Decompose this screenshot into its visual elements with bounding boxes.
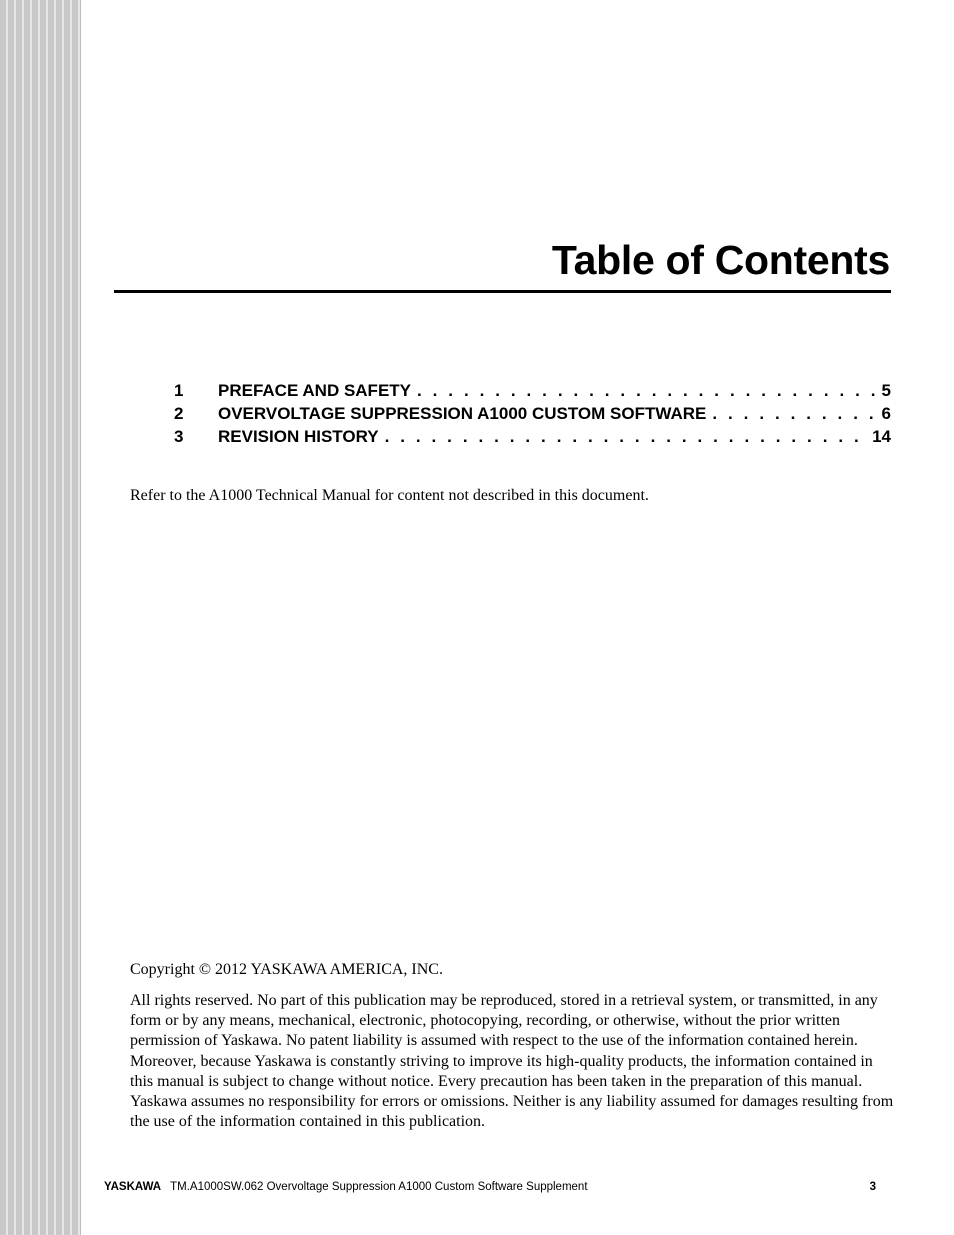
toc-dot-leader (385, 425, 869, 448)
footer-page-number: 3 (869, 1181, 876, 1193)
toc-dot-leader (417, 379, 879, 402)
page-margin-bar (0, 0, 81, 1235)
toc-entry-revision-history[interactable] (174, 425, 891, 448)
toc-list (174, 379, 891, 448)
copyright-notice: Copyright © 2012 YASKAWA AMERICA, INC. (130, 961, 443, 978)
toc-entry-title: REVISION HISTORY (218, 427, 379, 446)
footer-left (104, 1181, 588, 1193)
page-footer (104, 1181, 876, 1193)
toc-entry-page: 6 (881, 404, 891, 423)
toc-entry-title: PREFACE AND SAFETY (218, 381, 412, 400)
toc-entry-page: 14 (872, 427, 891, 446)
toc-entry-preface[interactable] (174, 379, 891, 402)
toc-dot-leader (712, 402, 878, 425)
toc-entry-page: 5 (881, 381, 891, 400)
toc-entry-number: 2 (174, 404, 184, 423)
toc-entry-number: 1 (174, 381, 184, 400)
toc-entry-number: 3 (174, 427, 184, 446)
reference-note: Refer to the A1000 Technical Manual for content not described in this document. (130, 487, 649, 504)
page-title: Table of Contents (551, 237, 890, 283)
title-rule (114, 290, 891, 293)
footer-document-title: TM.A1000SW.062 Overvoltage Suppression A1000 Custom Software Supplement (170, 1181, 588, 1193)
toc-entry-overvoltage[interactable] (174, 402, 891, 425)
rights-statement: All rights reserved. No part of this publication may be reproduced, stored in a retrieval system, or transmitted, in any form or by any means, mechanical, electronic, photocopying, recording, or otherwise, without the prior written permission of Yaskawa. No patent liability is assumed with respect to the use of the information contained herein. Moreover, because Yaskawa is constantly striving to improve its high-quality products, the information contained in this manual is subject to change without notice. Every precaution has been taken in the preparation of this manual. Yaskawa assumes no responsibility for errors or omissions. Neither is any liability assumed for damages resulting from the use of the information contained in this publication. (130, 992, 894, 1131)
toc-entry-title: OVERVOLTAGE SUPPRESSION A1000 CUSTOM SOFTWARE (218, 404, 707, 423)
footer-brand: YASKAWA (104, 1181, 162, 1193)
